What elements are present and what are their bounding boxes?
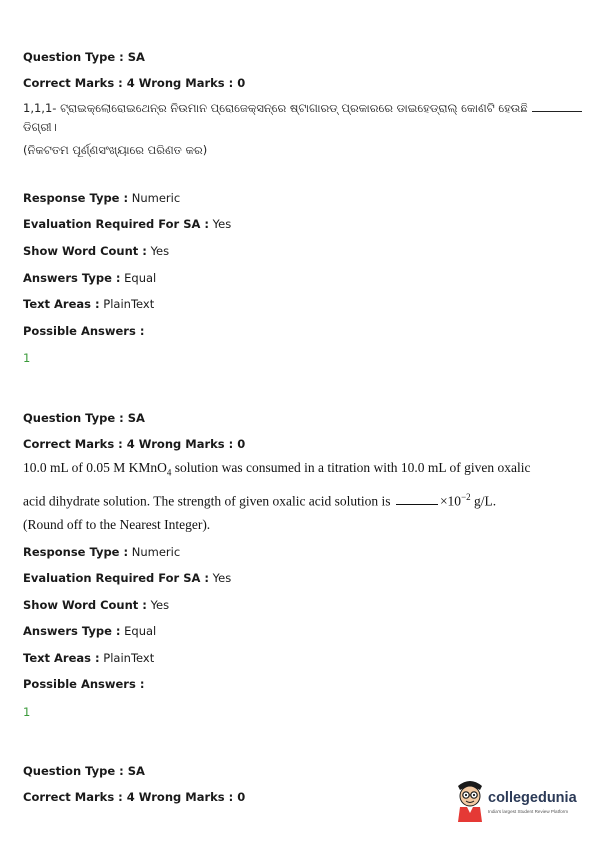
answer-blank	[396, 493, 438, 505]
question-text-line: (Round off to the Nearest Integer).	[23, 517, 211, 533]
question-text-line: 10.0 mL of 0.05 M KMnO$_4$ solution was consumed in a titration with 10.0 mL of given oxalic	[23, 460, 531, 478]
question-text	[23, 456, 530, 537]
show-word-count: Show Word Count : Yes	[23, 598, 170, 612]
marks-info: Correct Marks : 4 Wrong Marks : 0	[23, 437, 246, 451]
possible-answers-label: Possible Answers :	[23, 677, 145, 691]
mascot-icon	[452, 778, 488, 824]
logo-tagline: India's largest Student Review Platform	[488, 809, 569, 814]
question-type: Question Type : SA	[23, 50, 145, 64]
question-text	[23, 99, 582, 160]
response-type: Response Type : Numeric	[23, 191, 181, 205]
possible-answers-label: Possible Answers :	[23, 324, 145, 338]
answers-type: Answers Type : Equal	[23, 271, 157, 285]
possible-answer: 1	[23, 351, 31, 365]
evaluation-required: Evaluation Required For SA : Yes	[23, 571, 232, 585]
response-type: Response Type : Numeric	[23, 545, 181, 559]
text-areas: Text Areas : PlainText	[23, 297, 155, 311]
question-type: Question Type : SA	[23, 764, 145, 778]
logo-wordmark: collegedunia	[488, 790, 577, 806]
question-type: Question Type : SA	[23, 411, 145, 425]
answer-blank	[532, 101, 582, 112]
question-text-line: (ନିକଟତମ ପୂର୍ଣ୍ଣସଂଖ୍ୟାରେ ପରିଣତ କର)	[23, 143, 208, 157]
collegedunia-logo	[452, 778, 582, 826]
question-text-line: 1,1,1- ଟ୍ରାଇକ୍ଲୋରୋଇଥେନ୍‌ର ନିଉମାନ ପ୍ରୋଜେକ୍ସନ୍‌ରେ ଷ୍ଟାଗାରଡ୍ ପ୍ରକାରରେ ଡାଇହେଡ୍ରାଲ୍ କୋଣଟି ହେଉଛି	[23, 101, 528, 115]
text-areas: Text Areas : PlainText	[23, 651, 155, 665]
marks-info: Correct Marks : 4 Wrong Marks : 0	[23, 76, 246, 90]
evaluation-required: Evaluation Required For SA : Yes	[23, 217, 232, 231]
possible-answer: 1	[23, 705, 31, 719]
show-word-count: Show Word Count : Yes	[23, 244, 170, 258]
marks-info: Correct Marks : 4 Wrong Marks : 0	[23, 790, 246, 804]
question-text-line: ଡିଗ୍ରୀ।	[23, 120, 57, 134]
answers-type: Answers Type : Equal	[23, 624, 157, 638]
question-text-line: acid dihydrate solution. The strength of given oxalic acid solution is $\times 10^{-2}$ g/L.	[23, 491, 497, 509]
